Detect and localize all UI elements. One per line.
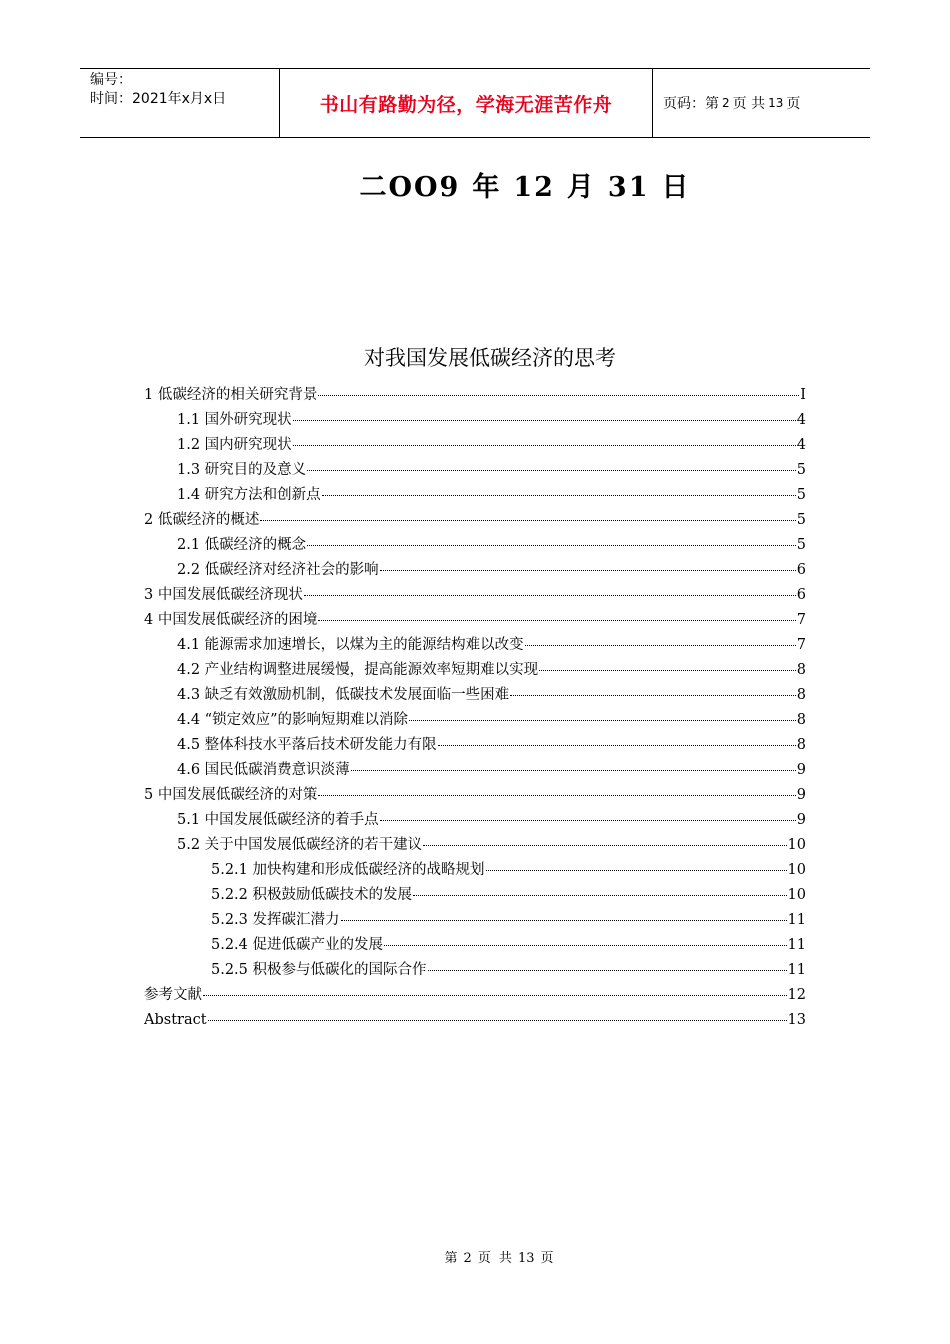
toc-entry-page: 11 <box>787 962 806 978</box>
toc-entry[interactable] <box>144 783 806 808</box>
footer-suffix: 页 <box>540 1251 554 1266</box>
toc-entry-page: 11 <box>787 912 806 928</box>
toc-entry-page: 9 <box>796 787 806 803</box>
toc-entry[interactable] <box>144 508 806 533</box>
number-label: 编号： <box>90 72 132 88</box>
toc-leader-dots <box>351 769 796 771</box>
toc-entry-page: 5 <box>796 537 806 553</box>
toc-entry[interactable] <box>144 583 806 608</box>
toc-entry-page: 9 <box>796 762 806 778</box>
toc-entry-title: 4.3 缺乏有效激励机制，低碳技术发展面临一些困难 <box>177 687 510 703</box>
page-current: 2 <box>722 96 730 110</box>
time-label: 时间：2021年x月x日 <box>90 91 227 107</box>
toc-entry-page: 5 <box>796 462 806 478</box>
toc-leader-dots <box>293 419 796 421</box>
date-year-unit: 年 <box>472 172 502 203</box>
toc-entry-page: 8 <box>796 737 806 753</box>
toc-entry-title: 4 中国发展低碳经济的困境 <box>144 612 318 628</box>
toc-entry[interactable] <box>144 533 806 558</box>
toc-entry[interactable] <box>144 458 806 483</box>
toc-leader-dots <box>438 744 796 746</box>
toc-leader-dots <box>260 519 795 521</box>
header-motto: 书山有路勤为径，学海无涯苦作舟 <box>280 69 653 137</box>
toc-leader-dots <box>423 844 786 846</box>
toc-entry-title: 4.4 “锁定效应”的影响短期难以消除 <box>177 712 408 728</box>
toc-leader-dots <box>380 569 796 571</box>
page-header <box>80 68 870 138</box>
toc-leader-dots <box>384 944 787 946</box>
date-month-unit: 月 <box>566 172 596 203</box>
toc-entry-title: 3 中国发展低碳经济现状 <box>144 587 303 603</box>
toc-leader-dots <box>409 719 796 721</box>
toc-leader-dots <box>413 894 787 896</box>
toc-entry-page: 5 <box>796 487 806 503</box>
toc-entry[interactable] <box>144 933 806 958</box>
toc-entry-title: 1.1 国外研究现状 <box>177 412 292 428</box>
toc-entry-page: 8 <box>796 687 806 703</box>
toc-entry-page: 6 <box>796 587 806 603</box>
footer-current: 2 <box>463 1251 472 1266</box>
toc-entry-title: 1 低碳经济的相关研究背景 <box>144 387 318 403</box>
toc-entry-page: 7 <box>796 637 806 653</box>
toc-entry[interactable] <box>144 833 806 858</box>
date-month: 12 <box>513 172 555 203</box>
toc-entry[interactable] <box>144 1008 806 1033</box>
toc-entry-page: 10 <box>787 887 806 903</box>
toc-entry[interactable] <box>144 733 806 758</box>
footer-prefix: 第 <box>444 1251 458 1266</box>
toc-leader-dots <box>486 869 787 871</box>
toc-entry[interactable] <box>144 658 806 683</box>
toc-leader-dots <box>208 1019 787 1021</box>
toc-entry-page: 12 <box>787 987 806 1003</box>
toc-entry-title: 5.2 关于中国发展低碳经济的若干建议 <box>177 837 423 853</box>
toc-entry-page: 8 <box>796 712 806 728</box>
toc-entry-title: 参考文献 <box>144 987 202 1003</box>
toc-entry-page: 10 <box>787 837 806 853</box>
toc-entry-page: 7 <box>796 612 806 628</box>
toc-entry-page: 8 <box>796 662 806 678</box>
toc-leader-dots <box>318 619 795 621</box>
toc-entry-title: 5.2.3 发挥碳汇潜力 <box>211 912 340 928</box>
toc-leader-dots <box>428 969 787 971</box>
toc-entry-title: 2.1 低碳经济的概念 <box>177 537 307 553</box>
toc-entry[interactable] <box>144 958 806 983</box>
toc-leader-dots <box>203 994 787 996</box>
toc-entry[interactable] <box>144 758 806 783</box>
toc-entry-title: 1.4 研究方法和创新点 <box>177 487 321 503</box>
document-title: 对我国发展低碳经济的思考 <box>364 346 616 370</box>
toc-entry-title: 1.2 国内研究现状 <box>177 437 292 453</box>
page-mid: 页 共 <box>732 96 766 112</box>
toc-leader-dots <box>304 594 796 596</box>
toc-entry-title: 5.2.2 积极鼓励低碳技术的发展 <box>211 887 413 903</box>
toc-entry[interactable] <box>144 408 806 433</box>
toc-entry[interactable] <box>144 908 806 933</box>
toc-entry[interactable] <box>144 608 806 633</box>
toc-entry[interactable] <box>144 383 806 408</box>
toc-entry[interactable] <box>144 858 806 883</box>
footer-mid: 页 共 <box>477 1251 512 1266</box>
toc-entry[interactable] <box>144 883 806 908</box>
toc-entry-page: 5 <box>796 512 806 528</box>
toc-entry-page: 4 <box>796 412 806 428</box>
toc-entry-title: 4.1 能源需求加速增长，以煤为主的能源结构难以改变 <box>177 637 524 653</box>
toc-leader-dots <box>293 444 796 446</box>
page-prefix: 页码：第 <box>663 96 719 112</box>
toc-entry-title: 5.2.5 积极参与低碳化的国际合作 <box>211 962 427 978</box>
toc-entry-title: 2 低碳经济的概述 <box>144 512 260 528</box>
toc-entry-title: 5.2.4 促进低碳产业的发展 <box>211 937 384 953</box>
date-line <box>0 165 950 204</box>
toc-entry[interactable] <box>144 808 806 833</box>
table-of-contents <box>144 383 806 1033</box>
date-day: 31 <box>607 172 650 203</box>
page-suffix: 页 <box>786 96 801 112</box>
footer-total: 13 <box>517 1251 535 1266</box>
toc-entry-page: 13 <box>787 1012 806 1028</box>
toc-entry[interactable] <box>144 708 806 733</box>
toc-entry-title: 5.1 中国发展低碳经济的着手点 <box>177 812 379 828</box>
toc-leader-dots <box>307 469 796 471</box>
toc-leader-dots <box>341 919 787 921</box>
toc-entry-title: 4.2 产业结构调整进展缓慢，提高能源效率短期难以实现 <box>177 662 539 678</box>
toc-entry-page: 11 <box>787 937 806 953</box>
toc-entry-title: Abstract <box>144 1012 207 1028</box>
toc-entry-title: 1.3 研究目的及意义 <box>177 462 307 478</box>
page-total: 13 <box>768 96 784 110</box>
toc-leader-dots <box>539 669 796 671</box>
toc-leader-dots <box>318 394 799 396</box>
toc-entry-page: 6 <box>796 562 806 578</box>
toc-leader-dots <box>322 494 796 496</box>
toc-entry[interactable] <box>144 983 806 1008</box>
toc-entry-title: 4.6 国民低碳消费意识淡薄 <box>177 762 350 778</box>
toc-entry-title: 4.5 整体科技水平落后技术研发能力有限 <box>177 737 437 753</box>
toc-leader-dots <box>380 819 796 821</box>
page-footer <box>0 1247 950 1266</box>
header-meta <box>80 69 280 137</box>
toc-leader-dots <box>307 544 796 546</box>
toc-entry[interactable] <box>144 633 806 658</box>
toc-entry[interactable] <box>144 483 806 508</box>
toc-entry[interactable] <box>144 433 806 458</box>
toc-leader-dots <box>318 794 795 796</box>
toc-entry-title: 5.2.1 加快构建和形成低碳经济的战略规划 <box>211 862 485 878</box>
header-page-info <box>653 69 870 137</box>
toc-entry[interactable] <box>144 558 806 583</box>
toc-entry-page: 10 <box>787 862 806 878</box>
toc-entry[interactable] <box>144 683 806 708</box>
date-year: 二OO9 <box>359 172 461 203</box>
date-day-unit: 日 <box>661 172 691 203</box>
toc-entry-title: 5 中国发展低碳经济的对策 <box>144 787 318 803</box>
toc-leader-dots <box>525 644 796 646</box>
toc-entry-page: 4 <box>796 437 806 453</box>
toc-entry-page: I <box>800 387 806 403</box>
toc-entry-title: 2.2 低碳经济对经济社会的影响 <box>177 562 379 578</box>
toc-entry-page: 9 <box>796 812 806 828</box>
toc-leader-dots <box>510 694 796 696</box>
